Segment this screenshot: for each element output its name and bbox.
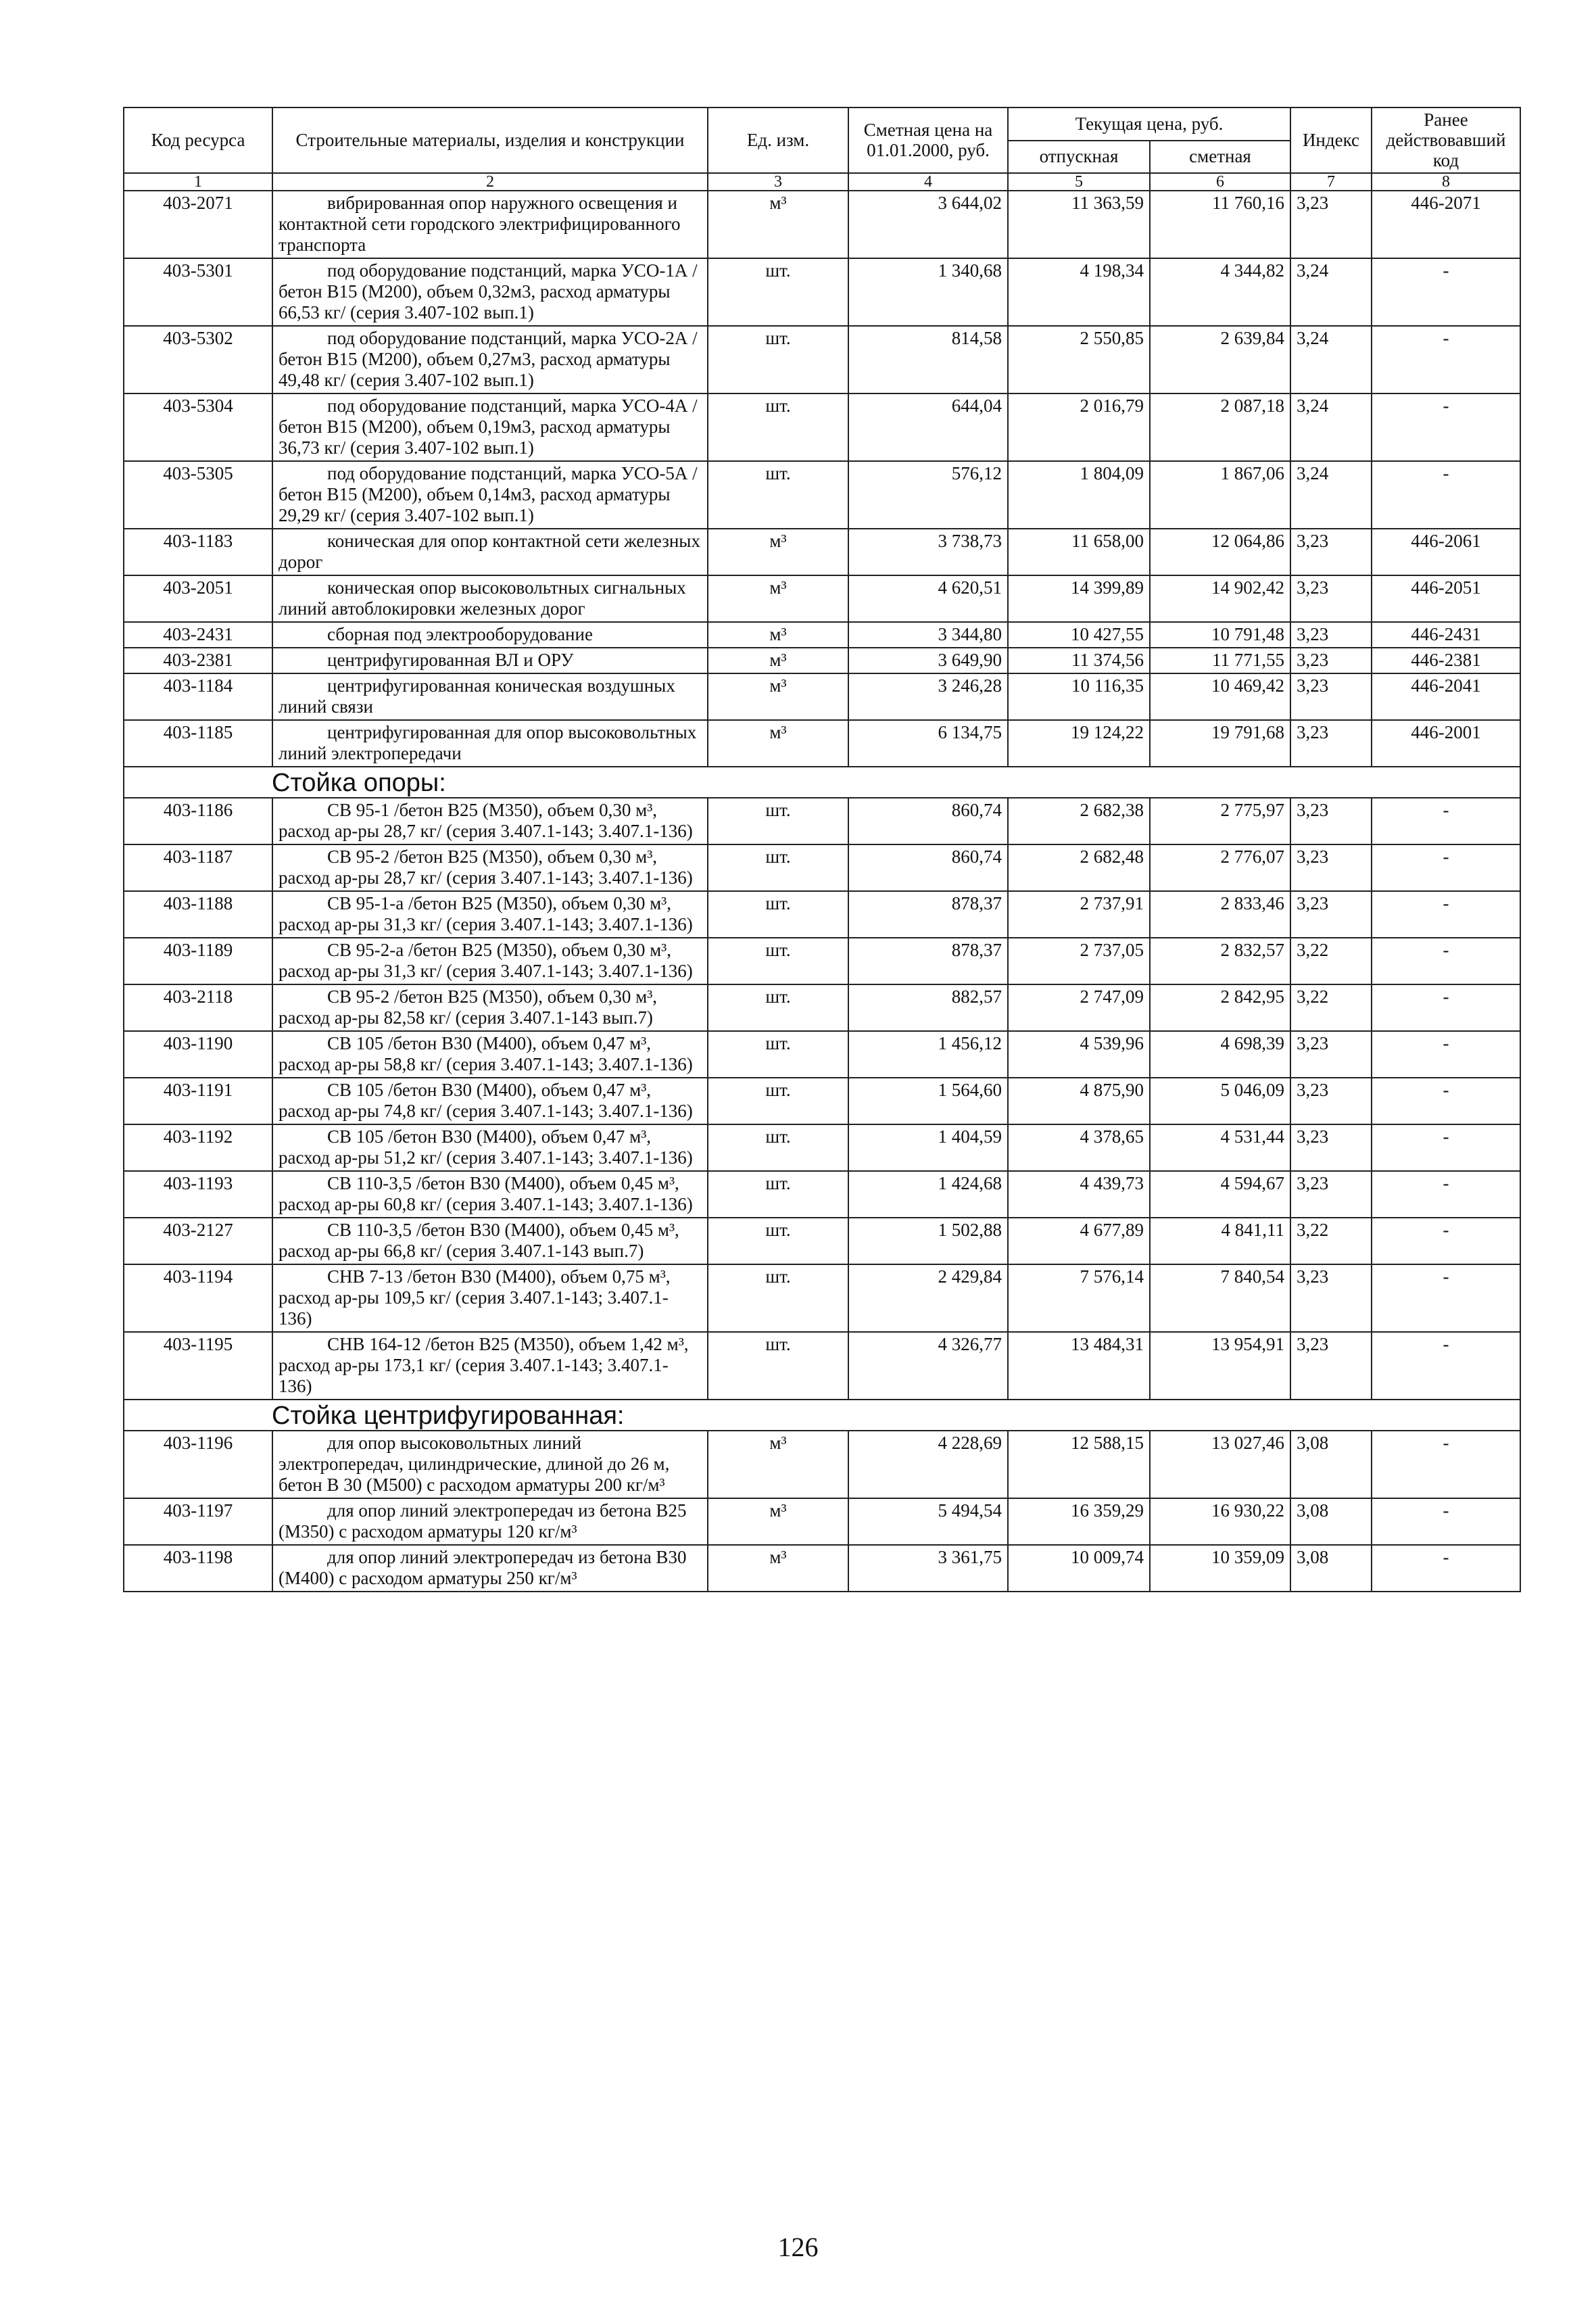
release-price-cell: 11 363,59	[1008, 191, 1150, 258]
estimate-price-cell: 14 902,42	[1150, 575, 1290, 622]
table-row	[124, 984, 1520, 1031]
base-price-cell: 5 494,54	[848, 1498, 1008, 1545]
index-cell: 3,23	[1290, 844, 1372, 891]
table-row	[124, 673, 1520, 720]
estimate-price-cell: 19 791,68	[1150, 720, 1290, 767]
release-price-cell: 4 875,90	[1008, 1078, 1150, 1124]
release-price-cell: 12 588,15	[1008, 1431, 1150, 1498]
unit-cell: м³	[708, 720, 848, 767]
resource-code-cell: 403-5302	[124, 326, 272, 393]
estimate-price-cell: 4 531,44	[1150, 1124, 1290, 1171]
unit-cell: шт.	[708, 258, 848, 326]
unit-cell: шт.	[708, 461, 848, 529]
index-cell: 3,22	[1290, 938, 1372, 984]
unit-cell: шт.	[708, 1124, 848, 1171]
column-number: 2	[272, 173, 708, 191]
material-name-cell: СВ 105 /бетон В30 (М400), объем 0,47 м³, расход ар-ры 74,8 кг/ (серия 3.407.1-143; 3.407.1-136)	[272, 1078, 708, 1124]
index-cell: 3,24	[1290, 461, 1372, 529]
unit-cell: шт.	[708, 1332, 848, 1400]
table-row	[124, 1171, 1520, 1218]
material-name-cell: коническая опор высоковольтных сигнальных линий автоблокировки железных дорог	[272, 575, 708, 622]
resource-code-cell: 403-1186	[124, 798, 272, 844]
index-cell: 3,23	[1290, 622, 1372, 648]
table-row	[124, 1498, 1520, 1545]
page-number: 126	[777, 2232, 819, 2262]
unit-cell: шт.	[708, 844, 848, 891]
base-price-cell: 4 326,77	[848, 1332, 1008, 1400]
resource-code-cell: 403-5301	[124, 258, 272, 326]
column-number: 5	[1008, 173, 1150, 191]
table-row	[124, 798, 1520, 844]
estimate-price-cell: 10 791,48	[1150, 622, 1290, 648]
unit-cell: шт.	[708, 1031, 848, 1078]
table-row	[124, 326, 1520, 393]
base-price-cell: 3 344,80	[848, 622, 1008, 648]
price-table	[123, 107, 1521, 1592]
estimate-price-cell: 13 954,91	[1150, 1332, 1290, 1400]
estimate-price-cell: 4 594,67	[1150, 1171, 1290, 1218]
column-number: 6	[1150, 173, 1290, 191]
column-number: 3	[708, 173, 848, 191]
release-price-cell: 10 427,55	[1008, 622, 1150, 648]
previous-code-cell: -	[1372, 844, 1520, 891]
resource-code-cell: 403-1196	[124, 1431, 272, 1498]
material-name-cell: для опор высоковольтных линий электропередач, цилиндрические, длиной до 26 м, бетон В 30 (М500) с расходом арматуры 200 кг/м³	[272, 1431, 708, 1498]
release-price-cell: 4 539,96	[1008, 1031, 1150, 1078]
index-cell: 3,23	[1290, 1078, 1372, 1124]
previous-code-cell: -	[1372, 891, 1520, 938]
base-price-cell: 3 738,73	[848, 529, 1008, 575]
estimate-price-cell: 2 842,95	[1150, 984, 1290, 1031]
resource-code-cell: 403-1193	[124, 1171, 272, 1218]
table-row	[124, 720, 1520, 767]
unit-cell: шт.	[708, 798, 848, 844]
release-price-cell: 16 359,29	[1008, 1498, 1150, 1545]
resource-code-cell: 403-1184	[124, 673, 272, 720]
resource-code-cell: 403-1198	[124, 1545, 272, 1592]
release-price-cell: 11 374,56	[1008, 648, 1150, 673]
previous-code-cell: -	[1372, 1545, 1520, 1592]
previous-code-cell: -	[1372, 1031, 1520, 1078]
table-row	[124, 622, 1520, 648]
estimate-price-cell: 1 867,06	[1150, 461, 1290, 529]
resource-code-cell: 403-2118	[124, 984, 272, 1031]
release-price-cell: 2 737,05	[1008, 938, 1150, 984]
index-cell: 3,23	[1290, 1332, 1372, 1400]
index-cell: 3,24	[1290, 258, 1372, 326]
previous-code-cell: -	[1372, 938, 1520, 984]
unit-cell: м³	[708, 1498, 848, 1545]
unit-cell: шт.	[708, 938, 848, 984]
column-number: 8	[1372, 173, 1520, 191]
base-price-cell: 4 620,51	[848, 575, 1008, 622]
unit-cell: м³	[708, 673, 848, 720]
release-price-cell: 4 198,34	[1008, 258, 1150, 326]
table-row	[124, 1332, 1520, 1400]
index-cell: 3,22	[1290, 984, 1372, 1031]
resource-code-cell: 403-1183	[124, 529, 272, 575]
resource-code-cell: 403-1195	[124, 1332, 272, 1400]
material-name-cell: СВ 105 /бетон В30 (М400), объем 0,47 м³, расход ар-ры 51,2 кг/ (серия 3.407.1-143; 3.407.1-136)	[272, 1124, 708, 1171]
table-row	[124, 938, 1520, 984]
base-price-cell: 878,37	[848, 891, 1008, 938]
base-price-cell: 3 644,02	[848, 191, 1008, 258]
estimate-price-cell: 5 046,09	[1150, 1078, 1290, 1124]
resource-code-cell: 403-2051	[124, 575, 272, 622]
release-price-cell: 2 550,85	[1008, 326, 1150, 393]
index-cell: 3,22	[1290, 1218, 1372, 1264]
previous-code-cell: -	[1372, 1124, 1520, 1171]
resource-code-cell: 403-2431	[124, 622, 272, 648]
unit-cell: шт.	[708, 891, 848, 938]
base-price-cell: 644,04	[848, 393, 1008, 461]
price-table-sheet	[123, 107, 1520, 1592]
material-name-cell: СВ 95-1 /бетон В25 (М350), объем 0,30 м³, расход ар-ры 28,7 кг/ (серия 3.407.1-143; 3.407.1-136)	[272, 798, 708, 844]
release-price-cell: 2 682,38	[1008, 798, 1150, 844]
resource-code-cell: 403-5305	[124, 461, 272, 529]
previous-code-cell: -	[1372, 326, 1520, 393]
estimate-price-cell: 4 698,39	[1150, 1031, 1290, 1078]
table-header	[124, 108, 1520, 191]
release-price-cell: 2 016,79	[1008, 393, 1150, 461]
resource-code-cell: 403-5304	[124, 393, 272, 461]
section-heading-row	[124, 1400, 1520, 1431]
material-name-cell: вибрированная опор наружного освещения и контактной сети городского электрифицированного транспорта	[272, 191, 708, 258]
base-price-cell: 4 228,69	[848, 1431, 1008, 1498]
table-row	[124, 461, 1520, 529]
unit-cell: шт.	[708, 1264, 848, 1332]
material-name-cell: СВ 95-2 /бетон В25 (М350), объем 0,30 м³, расход ар-ры 82,58 кг/ (серия 3.407.1-143 вып.7)	[272, 984, 708, 1031]
table-row	[124, 258, 1520, 326]
table-row	[124, 844, 1520, 891]
table-row	[124, 575, 1520, 622]
base-price-cell: 3 246,28	[848, 673, 1008, 720]
resource-code-cell: 403-1187	[124, 844, 272, 891]
material-name-cell: СВ 105 /бетон В30 (М400), объем 0,47 м³, расход ар-ры 58,8 кг/ (серия 3.407.1-143; 3.407.1-136)	[272, 1031, 708, 1078]
previous-code-cell: 446-2001	[1372, 720, 1520, 767]
estimate-price-cell: 13 027,46	[1150, 1431, 1290, 1498]
table-row	[124, 1431, 1520, 1498]
previous-code-cell: -	[1372, 798, 1520, 844]
material-name-cell: СВ 95-2-а /бетон В25 (М350), объем 0,30 м³, расход ар-ры 31,3 кг/ (серия 3.407.1-143; 3.407.1-136)	[272, 938, 708, 984]
resource-code-cell: 403-1197	[124, 1498, 272, 1545]
index-cell: 3,23	[1290, 648, 1372, 673]
estimate-price-cell: 10 469,42	[1150, 673, 1290, 720]
unit-cell: м³	[708, 622, 848, 648]
material-name-cell: под оборудование подстанций, марка УСО-2А /бетон В15 (М200), объем 0,27м3, расход арматуры 49,48 кг/ (серия 3.407-102 вып.1)	[272, 326, 708, 393]
header-estimate-price: сметная	[1150, 141, 1290, 174]
base-price-cell: 1 404,59	[848, 1124, 1008, 1171]
unit-cell: м³	[708, 575, 848, 622]
estimate-price-cell: 2 832,57	[1150, 938, 1290, 984]
base-price-cell: 1 456,12	[848, 1031, 1008, 1078]
index-cell: 3,08	[1290, 1545, 1372, 1592]
index-cell: 3,24	[1290, 326, 1372, 393]
base-price-cell: 1 340,68	[848, 258, 1008, 326]
index-cell: 3,24	[1290, 393, 1372, 461]
release-price-cell: 2 737,91	[1008, 891, 1150, 938]
table-row	[124, 1031, 1520, 1078]
table-row	[124, 648, 1520, 673]
index-cell: 3,23	[1290, 1171, 1372, 1218]
material-name-cell: сборная под электрооборудование	[272, 622, 708, 648]
release-price-cell: 19 124,22	[1008, 720, 1150, 767]
estimate-price-cell: 2 775,97	[1150, 798, 1290, 844]
material-name-cell: под оборудование подстанций, марка УСО-5А /бетон В15 (М200), объем 0,14м3, расход арматуры 29,29 кг/ (серия 3.407-102 вып.1)	[272, 461, 708, 529]
release-price-cell: 4 677,89	[1008, 1218, 1150, 1264]
previous-code-cell: -	[1372, 393, 1520, 461]
resource-code-cell: 403-1189	[124, 938, 272, 984]
index-cell: 3,23	[1290, 891, 1372, 938]
index-cell: 3,08	[1290, 1498, 1372, 1545]
unit-cell: шт.	[708, 393, 848, 461]
index-cell: 3,23	[1290, 575, 1372, 622]
estimate-price-cell: 11 760,16	[1150, 191, 1290, 258]
table-row	[124, 1264, 1520, 1332]
estimate-price-cell: 2 087,18	[1150, 393, 1290, 461]
release-price-cell: 10 116,35	[1008, 673, 1150, 720]
material-name-cell: СНВ 7-13 /бетон В30 (М400), объем 0,75 м³, расход ар-ры 109,5 кг/ (серия 3.407.1-143; 3.407.1-136)	[272, 1264, 708, 1332]
material-name-cell: СНВ 164-12 /бетон В25 (М350), объем 1,42 м³, расход ар-ры 173,1 кг/ (серия 3.407.1-143; 3.407.1-136)	[272, 1332, 708, 1400]
unit-cell: м³	[708, 648, 848, 673]
index-cell: 3,08	[1290, 1431, 1372, 1498]
previous-code-cell: -	[1372, 258, 1520, 326]
base-price-cell: 860,74	[848, 844, 1008, 891]
table-body	[124, 191, 1520, 1592]
header-name: Строительные материалы, изделия и конструкции	[272, 108, 708, 173]
index-cell: 3,23	[1290, 1031, 1372, 1078]
unit-cell: м³	[708, 191, 848, 258]
previous-code-cell: 446-2381	[1372, 648, 1520, 673]
unit-cell: шт.	[708, 1078, 848, 1124]
column-number: 4	[848, 173, 1008, 191]
resource-code-cell: 403-1191	[124, 1078, 272, 1124]
estimate-price-cell: 2 639,84	[1150, 326, 1290, 393]
material-name-cell: коническая для опор контактной сети железных дорог	[272, 529, 708, 575]
resource-code-cell: 403-1188	[124, 891, 272, 938]
resource-code-cell: 403-1185	[124, 720, 272, 767]
previous-code-cell: 446-2061	[1372, 529, 1520, 575]
estimate-price-cell: 11 771,55	[1150, 648, 1290, 673]
material-name-cell: под оборудование подстанций, марка УСО-4А /бетон В15 (М200), объем 0,19м3, расход арматуры 36,73 кг/ (серия 3.407-102 вып.1)	[272, 393, 708, 461]
base-price-cell: 3 649,90	[848, 648, 1008, 673]
estimate-price-cell: 7 840,54	[1150, 1264, 1290, 1332]
previous-code-cell: 446-2071	[1372, 191, 1520, 258]
index-cell: 3,23	[1290, 1124, 1372, 1171]
material-name-cell: СВ 110-3,5 /бетон В30 (М400), объем 0,45 м³, расход ар-ры 60,8 кг/ (серия 3.407.1-143; 3.407.1-136)	[272, 1171, 708, 1218]
table-row	[124, 529, 1520, 575]
resource-code-cell: 403-2127	[124, 1218, 272, 1264]
material-name-cell: СВ 95-2 /бетон В25 (М350), объем 0,30 м³, расход ар-ры 28,7 кг/ (серия 3.407.1-143; 3.407.1-136)	[272, 844, 708, 891]
unit-cell: шт.	[708, 984, 848, 1031]
column-number: 1	[124, 173, 272, 191]
release-price-cell: 7 576,14	[1008, 1264, 1150, 1332]
previous-code-cell: -	[1372, 1431, 1520, 1498]
previous-code-cell: -	[1372, 1218, 1520, 1264]
header-current-price: Текущая цена, руб.	[1008, 108, 1290, 141]
material-name-cell: под оборудование подстанций, марка УСО-1А /бетон В15 (М200), объем 0,32м3, расход арматуры 66,53 кг/ (серия 3.407-102 вып.1)	[272, 258, 708, 326]
base-price-cell: 1 502,88	[848, 1218, 1008, 1264]
header-index: Индекс	[1290, 108, 1372, 173]
base-price-cell: 576,12	[848, 461, 1008, 529]
release-price-cell: 10 009,74	[1008, 1545, 1150, 1592]
table-row	[124, 393, 1520, 461]
release-price-cell: 2 682,48	[1008, 844, 1150, 891]
previous-code-cell: 446-2431	[1372, 622, 1520, 648]
index-cell: 3,23	[1290, 1264, 1372, 1332]
release-price-cell: 2 747,09	[1008, 984, 1150, 1031]
unit-cell: шт.	[708, 1218, 848, 1264]
header-unit: Ед. изм.	[708, 108, 848, 173]
release-price-cell: 4 439,73	[1008, 1171, 1150, 1218]
previous-code-cell: -	[1372, 1171, 1520, 1218]
estimate-price-cell: 10 359,09	[1150, 1545, 1290, 1592]
previous-code-cell: -	[1372, 1264, 1520, 1332]
base-price-cell: 1 424,68	[848, 1171, 1008, 1218]
index-cell: 3,23	[1290, 798, 1372, 844]
section-heading: Стойка центрифугированная:	[124, 1400, 1520, 1431]
material-name-cell: для опор линий электропередач из бетона В25 (М350) с расходом арматуры 120 кг/м³	[272, 1498, 708, 1545]
index-cell: 3,23	[1290, 720, 1372, 767]
base-price-cell: 1 564,60	[848, 1078, 1008, 1124]
section-heading-row	[124, 767, 1520, 798]
base-price-cell: 6 134,75	[848, 720, 1008, 767]
table-row	[124, 1545, 1520, 1592]
previous-code-cell: -	[1372, 461, 1520, 529]
release-price-cell: 11 658,00	[1008, 529, 1150, 575]
previous-code-cell: -	[1372, 1498, 1520, 1545]
unit-cell: м³	[708, 1545, 848, 1592]
base-price-cell: 860,74	[848, 798, 1008, 844]
index-cell: 3,23	[1290, 673, 1372, 720]
estimate-price-cell: 2 833,46	[1150, 891, 1290, 938]
unit-cell: шт.	[708, 1171, 848, 1218]
header-base-price: Сметная цена на 01.01.2000, руб.	[848, 108, 1008, 173]
estimate-price-cell: 2 776,07	[1150, 844, 1290, 891]
resource-code-cell: 403-2071	[124, 191, 272, 258]
material-name-cell: центрифугированная ВЛ и ОРУ	[272, 648, 708, 673]
table-row	[124, 1218, 1520, 1264]
estimate-price-cell: 4 344,82	[1150, 258, 1290, 326]
release-price-cell: 1 804,09	[1008, 461, 1150, 529]
table-row	[124, 191, 1520, 258]
estimate-price-cell: 16 930,22	[1150, 1498, 1290, 1545]
release-price-cell: 13 484,31	[1008, 1332, 1150, 1400]
header-prev-code: Ранее действовавший код	[1372, 108, 1520, 173]
previous-code-cell: -	[1372, 984, 1520, 1031]
material-name-cell: для опор линий электропередач из бетона В30 (М400) с расходом арматуры 250 кг/м³	[272, 1545, 708, 1592]
resource-code-cell: 403-1194	[124, 1264, 272, 1332]
resource-code-cell: 403-2381	[124, 648, 272, 673]
header-release-price: отпускная	[1008, 141, 1150, 174]
table-row	[124, 891, 1520, 938]
base-price-cell: 814,58	[848, 326, 1008, 393]
column-number-row	[124, 173, 1520, 191]
unit-cell: м³	[708, 529, 848, 575]
previous-code-cell: 446-2051	[1372, 575, 1520, 622]
base-price-cell: 878,37	[848, 938, 1008, 984]
previous-code-cell: -	[1372, 1332, 1520, 1400]
previous-code-cell: -	[1372, 1078, 1520, 1124]
resource-code-cell: 403-1192	[124, 1124, 272, 1171]
material-name-cell: центрифугированная коническая воздушных линий связи	[272, 673, 708, 720]
section-heading: Стойка опоры:	[124, 767, 1520, 798]
header-code: Код ресурса	[124, 108, 272, 173]
estimate-price-cell: 12 064,86	[1150, 529, 1290, 575]
base-price-cell: 882,57	[848, 984, 1008, 1031]
release-price-cell: 4 378,65	[1008, 1124, 1150, 1171]
base-price-cell: 3 361,75	[848, 1545, 1008, 1592]
table-row	[124, 1124, 1520, 1171]
index-cell: 3,23	[1290, 191, 1372, 258]
unit-cell: м³	[708, 1431, 848, 1498]
resource-code-cell: 403-1190	[124, 1031, 272, 1078]
material-name-cell: СВ 110-3,5 /бетон В30 (М400), объем 0,45 м³, расход ар-ры 66,8 кг/ (серия 3.407.1-143 вып.7)	[272, 1218, 708, 1264]
index-cell: 3,23	[1290, 529, 1372, 575]
base-price-cell: 2 429,84	[848, 1264, 1008, 1332]
unit-cell: шт.	[708, 326, 848, 393]
column-number: 7	[1290, 173, 1372, 191]
estimate-price-cell: 4 841,11	[1150, 1218, 1290, 1264]
material-name-cell: СВ 95-1-а /бетон В25 (М350), объем 0,30 м³, расход ар-ры 31,3 кг/ (серия 3.407.1-143; 3.407.1-136)	[272, 891, 708, 938]
material-name-cell: центрифугированная для опор высоковольтных линий электропередачи	[272, 720, 708, 767]
release-price-cell: 14 399,89	[1008, 575, 1150, 622]
table-row	[124, 1078, 1520, 1124]
previous-code-cell: 446-2041	[1372, 673, 1520, 720]
